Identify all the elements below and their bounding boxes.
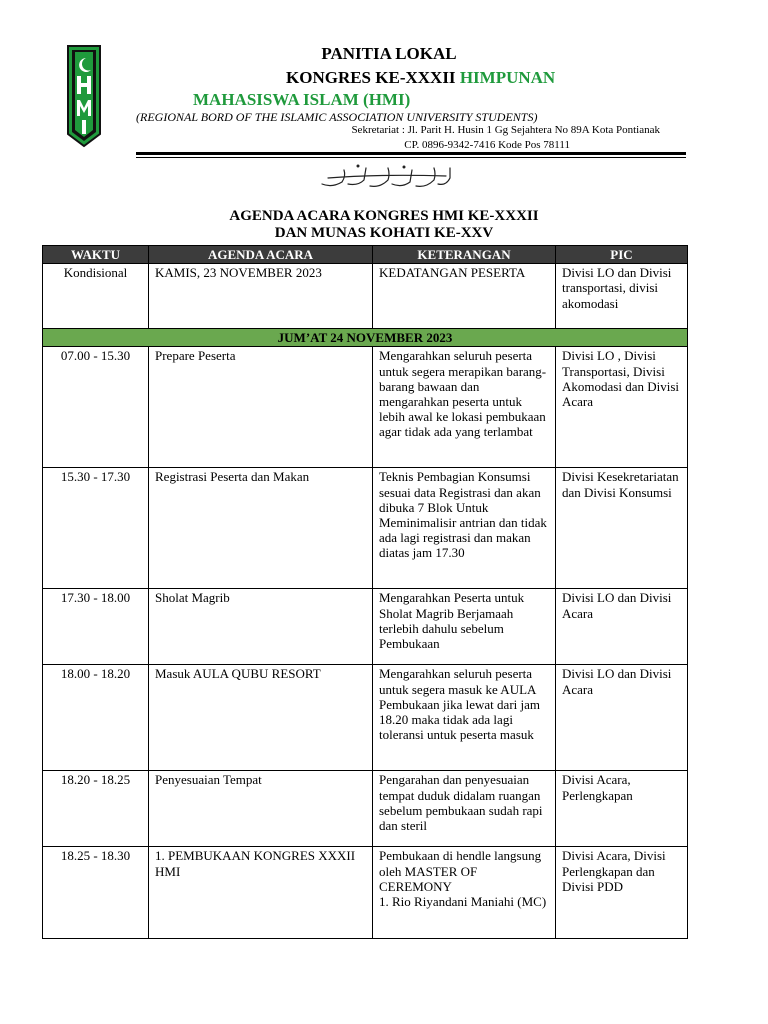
day-header-row xyxy=(43,329,688,347)
table-row xyxy=(43,771,688,847)
table-row xyxy=(43,665,688,771)
table-row xyxy=(43,468,688,589)
letterhead-contact: CP. 0896-9342-7416 Kode Pos 78111 xyxy=(404,139,570,151)
cell-keterangan: Mengarahkan seluruh peserta untuk segera masuk ke AULA Pembukaan jika lewat dari jam 18.20 maka tidak ada lagi toleransi untuk peserta masuk xyxy=(373,665,556,771)
hmi-logo xyxy=(62,42,106,150)
letterhead-line-2 xyxy=(286,68,555,88)
letterhead-line-3: MAHASISWA ISLAM (HMI) xyxy=(193,90,411,109)
cell-pic: Divisi LO dan Divisi transportasi, divisi akomodasi xyxy=(556,264,688,329)
cell-waktu: 18.25 - 18.30 xyxy=(43,847,149,939)
cell-pic: Divisi LO , Divisi Transportasi, Divisi Akomodasi dan Divisi Acara xyxy=(556,347,688,468)
letterhead-subtitle: (REGIONAL BORD OF THE ISLAMIC ASSOCIATION UNIVERSITY STUDENTS) xyxy=(136,110,538,124)
agenda-title-line-1: AGENDA ACARA KONGRES HMI KE-XXXII xyxy=(229,208,539,224)
cell-keterangan: Pengarahan dan penyesuaian tempat duduk didalam ruangan sebelum pembukaan sudah rapi dan steril xyxy=(373,771,556,847)
column-header-waktu: WAKTU xyxy=(43,246,149,264)
cell-keterangan: Mengarahkan seluruh peserta untuk segera merapikan barang-barang bawaan dan mengarahkan peserta untuk lebih awal ke lokasi pembukaan agar tidak ada yang terlambat xyxy=(373,347,556,468)
cell-waktu: 18.00 - 18.20 xyxy=(43,665,149,771)
cell-waktu: 15.30 - 17.30 xyxy=(43,468,149,589)
cell-agenda: Registrasi Peserta dan Makan xyxy=(149,468,373,589)
letterhead-address: Sekretariat : Jl. Parit H. Husin 1 Gg Sejahtera No 89A Kota Pontianak xyxy=(351,124,660,136)
cell-pic: Divisi LO dan Divisi Acara xyxy=(556,589,688,665)
cell-keterangan: KEDATANGAN PESERTA xyxy=(373,264,556,329)
letterhead-line-1: PANITIA LOKAL xyxy=(321,44,457,63)
letterhead-line-2-black: KONGRES KE-XXXII xyxy=(286,68,460,87)
cell-pic: Divisi LO dan Divisi Acara xyxy=(556,665,688,771)
cell-waktu: Kondisional xyxy=(43,264,149,329)
cell-agenda: Prepare Peserta xyxy=(149,347,373,468)
cell-agenda: Penyesuaian Tempat xyxy=(149,771,373,847)
cell-agenda: Masuk AULA QUBU RESORT xyxy=(149,665,373,771)
cell-agenda: 1. PEMBUKAAN KONGRES XXXII HMI xyxy=(149,847,373,939)
table-row xyxy=(43,264,688,329)
cell-keterangan: Pembukaan di hendle langsung oleh MASTER OF CEREMONY 1. Rio Riyandani Maniahi (MC) xyxy=(373,847,556,939)
cell-waktu: 17.30 - 18.00 xyxy=(43,589,149,665)
cell-pic: Divisi Acara, Divisi Perlengkapan dan Divisi PDD xyxy=(556,847,688,939)
agenda-title-line-2: DAN MUNAS KOHATI KE-XXV xyxy=(274,225,494,241)
cell-keterangan: Mengarahkan Peserta untuk Sholat Magrib Berjamaah terlebih dahulu sebelum Pembukaan xyxy=(373,589,556,665)
cell-waktu: 18.20 - 18.25 xyxy=(43,771,149,847)
column-header-agenda: AGENDA ACARA xyxy=(149,246,373,264)
cell-pic: Divisi Kesekretariatan dan Divisi Konsumsi xyxy=(556,468,688,589)
table-row xyxy=(43,589,688,665)
agenda-table xyxy=(42,245,688,939)
column-header-pic: PIC xyxy=(556,246,688,264)
table-row xyxy=(43,847,688,939)
basmalah-calligraphy xyxy=(318,162,454,192)
header-rule-thin xyxy=(136,157,686,158)
column-header-keterangan: KETERANGAN xyxy=(373,246,556,264)
table-header-row xyxy=(43,246,688,264)
cell-pic: Divisi Acara, Perlengkapan xyxy=(556,771,688,847)
day-label: JUM’AT 24 NOVEMBER 2023 xyxy=(43,329,688,347)
table-row xyxy=(43,347,688,468)
cell-waktu: 07.00 - 15.30 xyxy=(43,347,149,468)
cell-agenda: Sholat Magrib xyxy=(149,589,373,665)
cell-keterangan: Teknis Pembagian Konsumsi sesuai data Registrasi dan akan dibuka 7 Blok Untuk Meminimalisir antrian dan tidak ada lagi registrasi dan makan diatas jam 17.30 xyxy=(373,468,556,589)
header-rule-thick xyxy=(136,152,686,155)
letterhead-line-2-green: HIMPUNAN xyxy=(459,68,556,87)
cell-agenda: KAMIS, 23 NOVEMBER 2023 xyxy=(149,264,373,329)
